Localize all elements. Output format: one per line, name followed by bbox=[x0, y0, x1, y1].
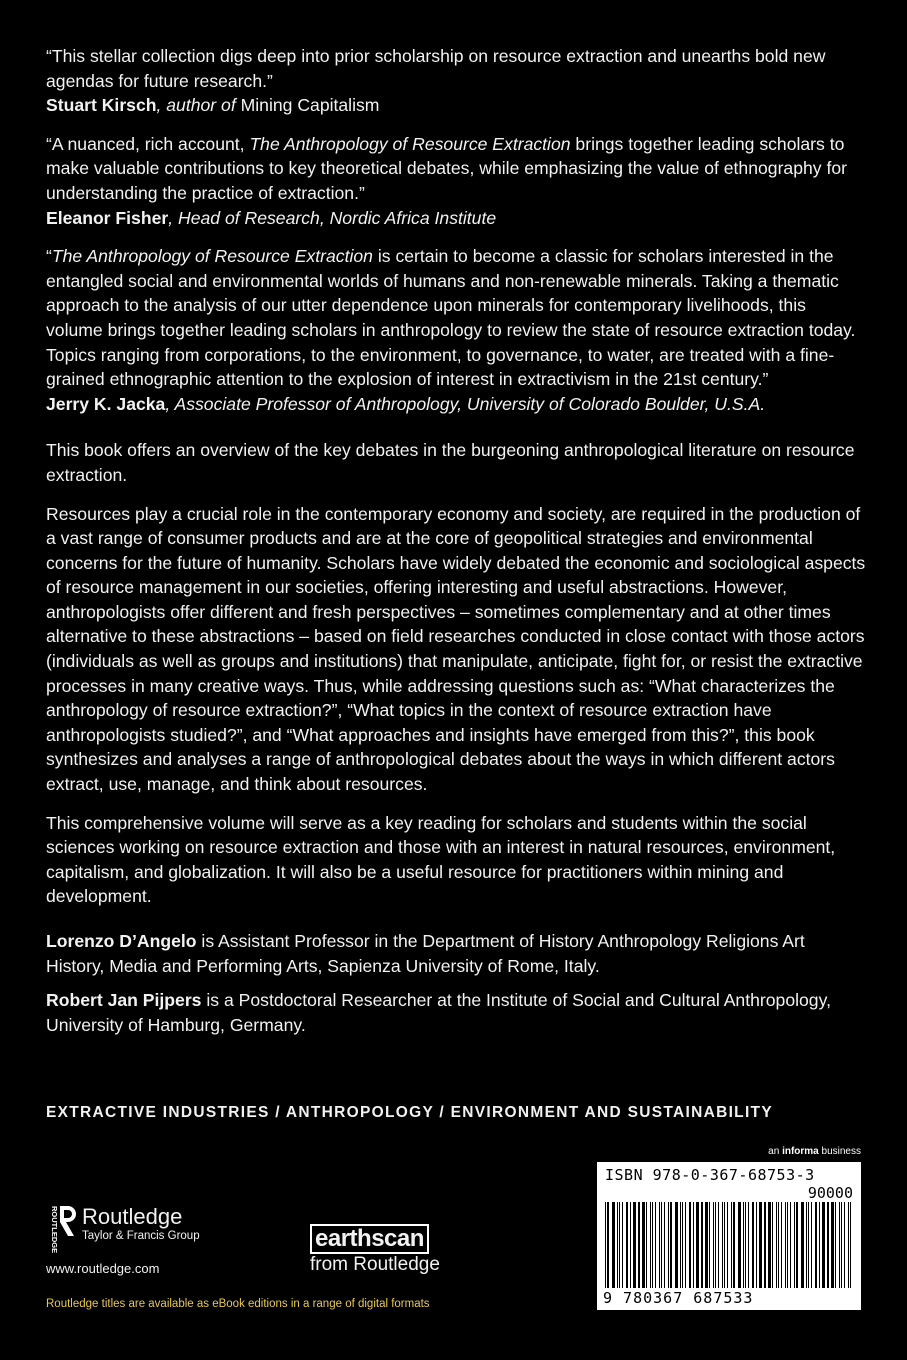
barcode-bar bbox=[841, 1202, 842, 1288]
barcode-bar bbox=[626, 1202, 628, 1288]
barcode-bar bbox=[801, 1202, 804, 1288]
routledge-mark-icon bbox=[46, 1204, 76, 1254]
barcode-bar bbox=[785, 1202, 786, 1288]
barcode-bar bbox=[705, 1202, 708, 1288]
isbn-digits: 9 780367 687533 bbox=[603, 1289, 754, 1307]
earthscan-from: from Routledge bbox=[310, 1254, 440, 1275]
barcode-bar bbox=[768, 1202, 771, 1288]
barcode-bar bbox=[664, 1202, 665, 1288]
barcode-bar bbox=[670, 1202, 672, 1288]
barcode-bar bbox=[715, 1202, 716, 1288]
quote-kirsch bbox=[46, 44, 866, 118]
quote-attribution: Stuart Kirsch, author of Mining Capitalism bbox=[46, 95, 380, 116]
ebook-note: Routledge titles are available as eBook editions in a range of digital formats bbox=[46, 1298, 430, 1310]
barcode-bar bbox=[630, 1202, 631, 1288]
barcode-bar bbox=[808, 1202, 809, 1288]
barcode-bar bbox=[655, 1202, 656, 1288]
barcode-bar bbox=[752, 1202, 754, 1288]
quote-fisher bbox=[46, 132, 866, 230]
editor-bio: Lorenzo D’Angelo is Assistant Professor in the Department of History Anthropology Religions Art History, Media and Performing Arts, Sapienza University of Rome, Italy. bbox=[46, 931, 805, 976]
isbn-barcode bbox=[597, 1162, 861, 1310]
barcode-bar bbox=[619, 1202, 620, 1288]
barcode-bar bbox=[778, 1202, 779, 1288]
barcode-bar bbox=[839, 1202, 840, 1288]
earthscan-logo bbox=[310, 1224, 440, 1276]
barcode-bar bbox=[738, 1202, 741, 1288]
barcode-bar bbox=[794, 1202, 795, 1288]
barcode-bar bbox=[633, 1202, 636, 1288]
back-cover-text bbox=[46, 44, 866, 1047]
barcode-bar bbox=[646, 1202, 647, 1288]
barcode-bar bbox=[713, 1202, 714, 1288]
barcode-bar bbox=[727, 1202, 728, 1288]
barcode-bars bbox=[603, 1202, 855, 1288]
barcode-bar bbox=[659, 1202, 660, 1288]
barcode-bar bbox=[745, 1202, 746, 1288]
subject-categories: EXTRACTIVE INDUSTRIES / ANTHROPOLOGY / ENVIRONMENT AND SUSTAINABILITY bbox=[46, 1104, 773, 1121]
barcode-bar bbox=[772, 1202, 773, 1288]
barcode-bar bbox=[806, 1202, 807, 1288]
barcode-bar bbox=[682, 1202, 683, 1288]
barcode-bar bbox=[731, 1202, 732, 1288]
barcode-bar bbox=[642, 1202, 645, 1288]
barcode-bar bbox=[811, 1202, 812, 1288]
barcode-bar bbox=[724, 1202, 725, 1288]
barcode-bar bbox=[764, 1202, 766, 1288]
barcode-bar bbox=[652, 1202, 653, 1288]
barcode-bar bbox=[787, 1202, 788, 1288]
barcode-bar bbox=[759, 1202, 762, 1288]
barcode-bar bbox=[675, 1202, 678, 1288]
barcode-bar bbox=[822, 1202, 825, 1288]
barcode-bar bbox=[831, 1202, 834, 1288]
quote-attribution: Jerry K. Jacka, Associate Professor of Anthropology, University of Colorado Boulder, U.S.A. bbox=[46, 393, 766, 414]
quote-author: Jerry K. Jacka bbox=[46, 393, 166, 414]
quote-text: “A nuanced, rich account, The Anthropology of Resource Extraction brings together leading scholars to make valuable contributions to key theoretical debates, while emphasizing the value of ethnography for understanding the practice of extraction.” bbox=[46, 133, 847, 203]
barcode-bar bbox=[748, 1202, 749, 1288]
publisher-group: Taylor & Francis Group bbox=[82, 1230, 200, 1242]
barcode-bar bbox=[709, 1202, 710, 1288]
barcode-bar bbox=[819, 1202, 820, 1288]
barcode-bar bbox=[607, 1202, 609, 1288]
description-paragraph: This book offers an overview of the key debates in the burgeoning anthropological literature on resource extraction. bbox=[46, 440, 855, 485]
isbn-label: ISBN 978-0-367-68753-3 bbox=[605, 1166, 815, 1184]
quote-author: Stuart Kirsch bbox=[46, 95, 157, 116]
barcode-bar bbox=[718, 1202, 719, 1288]
barcode-bar bbox=[612, 1202, 615, 1288]
barcode-bar bbox=[680, 1202, 681, 1288]
barcode-bar bbox=[722, 1202, 723, 1288]
barcode-bar bbox=[638, 1202, 640, 1288]
editor-bio: Robert Jan Pijpers is a Postdoctoral Researcher at the Institute of Social and Cultural Anthropology, University of Hamburg, Germany. bbox=[46, 990, 831, 1035]
quote-text: “This stellar collection digs deep into prior scholarship on resource extraction and unearths bold new agendas for future research.” bbox=[46, 46, 826, 91]
barcode-bar bbox=[696, 1202, 699, 1288]
barcode-bar bbox=[815, 1202, 817, 1288]
quote-jacka bbox=[46, 244, 866, 416]
barcode-bar bbox=[743, 1202, 744, 1288]
barcode-bar bbox=[617, 1202, 618, 1288]
informa-tagline: an informa business bbox=[768, 1146, 861, 1157]
barcode-bar bbox=[605, 1202, 606, 1288]
barcode-bar bbox=[796, 1202, 798, 1288]
barcode-bar bbox=[685, 1202, 686, 1288]
barcode-bar bbox=[689, 1202, 691, 1288]
description-paragraph: This comprehensive volume will serve as a key reading for scholars and students within the social sciences working on resource extraction and those with an interest in natural resources, environment, capitalism, and globalization. It will also be a useful resource for practitioners within mining and development. bbox=[46, 812, 836, 907]
barcode-bar bbox=[693, 1202, 694, 1288]
barcode-bar bbox=[661, 1202, 662, 1288]
publisher-name: Routledge bbox=[82, 1204, 183, 1229]
publisher-url[interactable]: www.routledge.com bbox=[46, 1261, 160, 1276]
quote-attribution: Eleanor Fisher, Head of Research, Nordic Africa Institute bbox=[46, 207, 497, 228]
barcode-bar bbox=[781, 1202, 782, 1288]
barcode-bar bbox=[650, 1202, 651, 1288]
price-code: 90000 bbox=[807, 1184, 853, 1202]
routledge-vertical-wordmark: ROUTLEDGE bbox=[50, 1206, 59, 1254]
description-paragraph: Resources play a crucial role in the contemporary economy and society, are required in the production of a vast range of consumer products and are at the core of geopolitical strategies and environmental concerns for the future of humanity. Scholars have widely debated the economic and sociological aspects of resource management in our societies, offering interesting and useful abstractions. However, anthropologists offer different and fresh perspectives – sometimes complementary and at other times alternative to these abstractions – based on field researches conducted in close contact with those actors (individuals as well as groups and institutions) that manipulate, anticipate, fight for, or resist the extractive processes in many creative ways. Thus, while addressing questions such as: “What characterizes the anthropology of resource extraction?”, “What topics in the context of resource extraction have anthropologists studied?”, and “What approaches and insights have emerged from this?”, this book synthesizes and analyses a range of anthropological debates about the ways in which different actors extract, use, manage, and think about resources. bbox=[46, 503, 866, 795]
barcode-bar bbox=[668, 1202, 669, 1288]
barcode-bar bbox=[848, 1202, 849, 1288]
barcode-bar bbox=[835, 1202, 836, 1288]
quote-author: Eleanor Fisher bbox=[46, 207, 169, 228]
barcode-bar bbox=[844, 1202, 845, 1288]
quote-text: “The Anthropology of Resource Extraction is certain to become a classic for scholars interested in the entangled social and environmental worlds of humans and non-renewable minerals. Taking a thematic approach to the analysis of our utter dependence upon minerals for contemporary livelihoods, this volume brings together leading scholars in anthropology to review the state of resource extraction today. Topics ranging from corporations, to the environment, to governance, to water, are treated with a fine-grained ethnographic attention to the explosion of interest in extractivism in the 21st century.” bbox=[46, 246, 856, 390]
barcode-bar bbox=[776, 1202, 777, 1288]
barcode-bar bbox=[850, 1202, 851, 1288]
earthscan-wordmark: earthscan bbox=[310, 1224, 429, 1254]
barcode-bar bbox=[733, 1202, 735, 1288]
barcode-bar bbox=[790, 1202, 791, 1288]
routledge-logo bbox=[46, 1204, 200, 1254]
barcode-bar bbox=[622, 1202, 623, 1288]
barcode-bar bbox=[756, 1202, 757, 1288]
barcode-bar bbox=[827, 1202, 829, 1288]
barcode-bar bbox=[701, 1202, 703, 1288]
